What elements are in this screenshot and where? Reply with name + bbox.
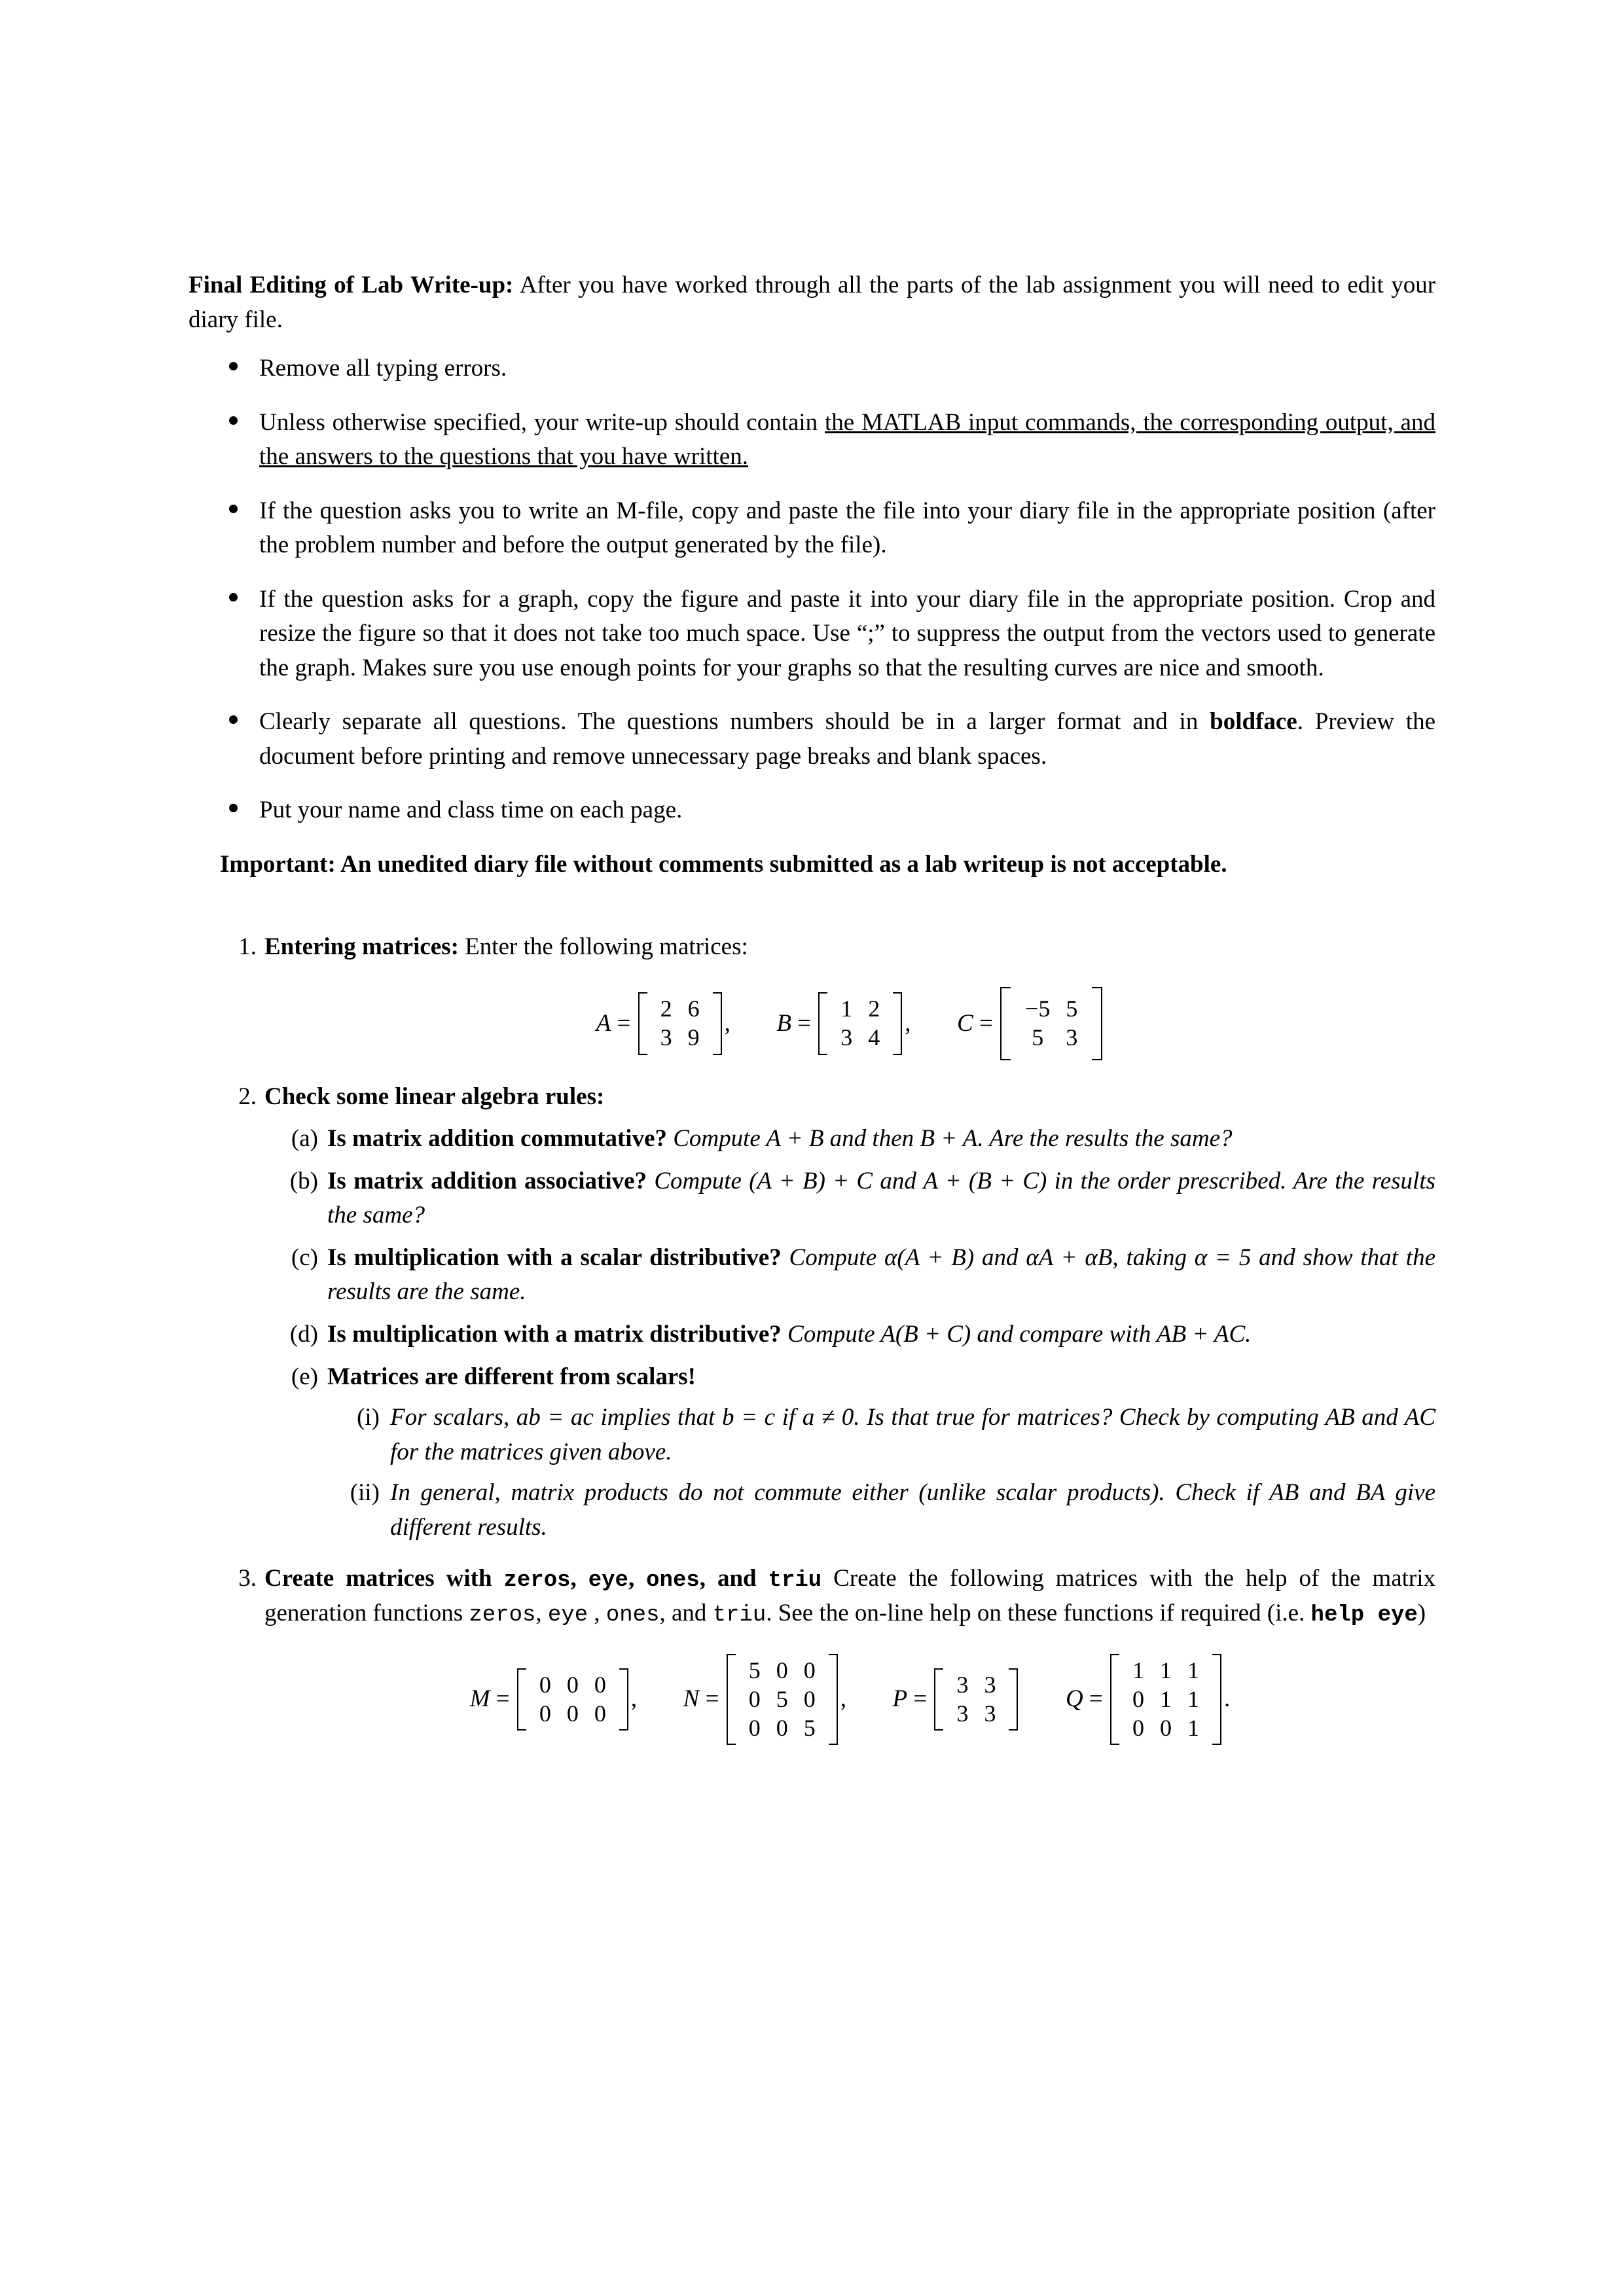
subitem-title: Is multiplication with a matrix distributive? <box>327 1320 782 1348</box>
cell: 0 <box>748 1714 761 1741</box>
fn-triu: triu <box>712 1603 767 1628</box>
subitem-d-matrix-distributive <box>264 1318 1435 1352</box>
matrix-Q: Q = 1 1 1 0 1 1 0 0 1 . <box>1066 1654 1230 1746</box>
problem-number: 2. <box>238 1083 257 1110</box>
subitem-text: Compute (A + B) + C and A + (B + C) in the order prescribed. Are the results the same? <box>327 1167 1436 1229</box>
cell: 1 <box>1132 1657 1145 1683</box>
problem-2-linear-algebra-rules <box>189 1080 1435 1545</box>
editing-instructions-list <box>189 351 1435 828</box>
matrix-M: M = 0 0 0 0 0 0 , <box>470 1668 637 1731</box>
cell: 6 <box>687 995 700 1022</box>
cell: 5 <box>776 1685 788 1712</box>
problem-text: Enter the following matrices: <box>458 933 748 961</box>
problem-title-sep2: , <box>628 1565 647 1592</box>
important-note <box>189 848 1435 882</box>
bullet-dot-icon <box>229 804 238 812</box>
bullet-text-underlined: the MATLAB input commands, the corresponding output, and the answers to the questions that you have written. <box>259 408 1435 471</box>
matrix-C-label: C <box>957 1009 973 1037</box>
subitem-number: (b) <box>289 1167 318 1194</box>
help-eye-command: help eye <box>1310 1603 1418 1628</box>
problem-text-mid: . See the on-line help on these functions if required (i.e. <box>766 1600 1311 1627</box>
fn-zeros-title: zeros <box>503 1568 571 1594</box>
roman-text: For scalars, ab = ac implies that b = c if a ≠ 0. Is that true for matrices? Check by computing AB and AC for the matrices given above. <box>390 1404 1435 1465</box>
cell: 5 <box>803 1714 816 1741</box>
matrix-A-body <box>638 992 722 1055</box>
intro-paragraph <box>189 268 1435 337</box>
bullet-dot-icon <box>229 362 238 370</box>
subitem-text: Compute α(A + B) and αA + αB, taking α = 5 and show that the results are the same. <box>327 1244 1435 1306</box>
roman-number: (i) <box>357 1404 380 1431</box>
fn-zeros: zeros <box>469 1603 536 1628</box>
cell: 3 <box>956 1700 969 1727</box>
subitem-a-addition-commutative <box>264 1122 1435 1157</box>
important-note-text: Important: An unedited diary file without comments submitted as a lab writeup is not acceptable. <box>220 850 1227 878</box>
problem-title: Entering matrices: <box>264 933 459 961</box>
bullet-text-pre: Unless otherwise specified, your write-up should contain <box>259 408 825 436</box>
fn-ones: ones <box>605 1603 660 1628</box>
subitem-title: Is multiplication with a scalar distributive? <box>327 1244 782 1271</box>
matrix-M-label: M <box>469 1685 490 1713</box>
cell: 0 <box>566 1700 579 1727</box>
cell: 3 <box>660 1024 672 1050</box>
fn-triu-title: triu <box>768 1568 822 1594</box>
problem-1-entering-matrices <box>189 930 1435 1060</box>
roman-text: In general, matrix products do not commute either (unlike scalar products). Check if AB and BA give different results. <box>390 1479 1435 1541</box>
bullet-text-bold: boldface <box>1210 708 1297 736</box>
matrix-P: P = 3 3 3 3 <box>892 1668 1019 1731</box>
problem-number: 3. <box>238 1565 257 1592</box>
cell: 0 <box>776 1657 788 1683</box>
cell: 0 <box>776 1714 788 1741</box>
bullet-text-pre: Clearly separate all questions. The questions numbers should be in a larger format and in <box>259 708 1210 736</box>
matrix-C: C = −5 5 5 3 <box>957 987 1104 1060</box>
subitem-e-romanlist <box>327 1401 1435 1545</box>
subitem-title: Is matrix addition commutative? <box>327 1125 667 1153</box>
cell: 0 <box>1160 1714 1172 1741</box>
matrix-A: A = 2 6 3 9 , <box>596 992 731 1055</box>
matrix-P-label: P <box>892 1685 908 1713</box>
intro-text: After you have worked through all the parts of the lab assignment you will need to edit your diary file. <box>189 272 1436 333</box>
roman-ii-commute-check <box>327 1476 1435 1545</box>
cell: 0 <box>1132 1714 1145 1741</box>
fn-eye: eye <box>547 1603 588 1628</box>
problem-3-create-matrices: 3. Create matrices with zeros, eye, ones, and triu Create the following matrices with the help of the matrix generation functions zeros, eye , ones, and triu. See the on-line help on these functions if required (i.e. help eye) M = 0 0 0 0 0 0 , N = 5 0 0 0 5 0 0 0 5 , P = 3 3 3 3 Q = 1 1 1 0 1 1 0 0 1 . <box>189 1562 1435 1745</box>
matrix-A-label: A <box>596 1009 611 1037</box>
cell: 0 <box>566 1671 579 1698</box>
cell: 0 <box>748 1685 761 1712</box>
fn-eye-title: eye <box>588 1568 628 1594</box>
problem-title-part1: Create matrices with <box>264 1565 504 1592</box>
bullet-dot-icon <box>229 715 238 724</box>
problem-text-pre: Create the following matrices with the help of the matrix generation functions <box>264 1565 1435 1627</box>
problem-2-subitems <box>264 1122 1435 1545</box>
cell: 0 <box>539 1700 551 1727</box>
cell: 0 <box>594 1671 606 1698</box>
bullet-text: If the question asks you to write an M-file, copy and paste the file into your diary file in the appropriate position (after the problem number and before the output generated by the file). <box>259 497 1435 559</box>
cell: 2 <box>660 995 672 1022</box>
cell: 3 <box>840 1024 853 1050</box>
matrix-P-body <box>934 1668 1018 1731</box>
intro-heading: Final Editing of Lab Write-up: <box>189 272 514 298</box>
bullet-dot-icon <box>229 593 238 601</box>
matrix-B: B = 1 2 3 4 , <box>776 992 911 1055</box>
matrix-N-label: N <box>683 1685 700 1713</box>
bullet-m-file-paste <box>189 494 1435 563</box>
matrix-M-body <box>517 1668 628 1731</box>
cell: 2 <box>868 995 880 1022</box>
cell: 0 <box>539 1671 551 1698</box>
cell: 1 <box>1187 1657 1200 1683</box>
matrix-Q-label: Q <box>1065 1685 1083 1713</box>
subitem-number: (d) <box>289 1320 318 1348</box>
cell: 5 <box>1066 995 1078 1022</box>
cell: 1 <box>1187 1714 1200 1741</box>
subitem-number: (e) <box>291 1363 318 1390</box>
matrix-N: N = 5 0 0 0 5 0 0 0 5 , <box>683 1654 846 1746</box>
cell: 0 <box>1132 1685 1145 1712</box>
problem-title-sep1: , <box>570 1565 588 1592</box>
cell: 3 <box>984 1671 996 1698</box>
cell: 9 <box>687 1024 700 1050</box>
subitem-number: (a) <box>291 1125 318 1153</box>
cell: 3 <box>1066 1024 1078 1050</box>
matrix-Q-body <box>1110 1654 1221 1746</box>
cell: 0 <box>803 1685 816 1712</box>
bullet-text-post: . Preview the document before printing and remove unnecessary page breaks and blank spaces. <box>259 708 1435 770</box>
matrix-definitions-mnpq <box>264 1654 1435 1746</box>
cell: 1 <box>1160 1685 1172 1712</box>
cell: −5 <box>1025 995 1051 1022</box>
bullet-writeup-contents <box>189 406 1435 475</box>
matrix-definitions-abc <box>264 987 1435 1060</box>
bullet-graph-paste <box>189 583 1435 686</box>
cell: 3 <box>956 1671 969 1698</box>
matrix-B-body <box>818 992 902 1055</box>
subitem-b-addition-associative <box>264 1164 1435 1233</box>
matrix-N-body <box>727 1654 838 1746</box>
problem-title-sep3: , and <box>699 1565 768 1592</box>
subitem-c-scalar-distributive <box>264 1241 1435 1310</box>
bullet-dot-icon <box>229 416 238 425</box>
problem-text-post: ) <box>1417 1600 1426 1627</box>
subitem-text: Compute A(B + C) and compare with AB + AC. <box>781 1320 1252 1348</box>
bullet-name-class-time <box>189 793 1435 828</box>
matrix-C-body <box>1000 987 1102 1060</box>
cell: 1 <box>1160 1657 1172 1683</box>
cell: 3 <box>984 1700 996 1727</box>
document-body <box>189 268 1435 1765</box>
matrix-B-label: B <box>776 1009 791 1037</box>
fn-ones-title: ones <box>646 1568 700 1594</box>
problem-list <box>189 930 1435 1745</box>
cell: 5 <box>1032 1024 1044 1050</box>
bullet-remove-typing-errors <box>189 351 1435 386</box>
subitem-e-matrices-vs-scalars <box>264 1360 1435 1545</box>
subitem-number: (c) <box>291 1244 318 1271</box>
bullet-dot-icon <box>229 505 238 513</box>
bullet-text: If the question asks for a graph, copy the figure and paste it into your diary file in the appropriate position. Crop and resize the figure so that it does not take too much space. Use “;” to suppress the output from the vectors used to generate the graph. Makes sure you use enough points for your graphs so that the resulting curves are nice and smooth. <box>259 585 1435 681</box>
cell: 5 <box>748 1657 761 1683</box>
cell: 1 <box>840 995 853 1022</box>
bullet-text: Remove all typing errors. <box>259 355 507 382</box>
bullet-separate-questions <box>189 705 1435 774</box>
subitem-text: Compute A + B and then B + A. Are the results the same? <box>667 1125 1233 1153</box>
cell: 0 <box>594 1700 606 1727</box>
problem-title: Check some linear algebra rules: <box>264 1083 605 1110</box>
bullet-text: Put your name and class time on each page. <box>259 797 683 824</box>
roman-i-cancellation-law <box>327 1401 1435 1469</box>
subitem-title: Is matrix addition associative? <box>327 1167 647 1194</box>
cell: 4 <box>868 1024 880 1050</box>
cell: 0 <box>803 1657 816 1683</box>
roman-number: (ii) <box>350 1479 380 1507</box>
subitem-title: Matrices are different from scalars! <box>327 1363 696 1390</box>
cell: 1 <box>1187 1685 1200 1712</box>
problem-number: 1. <box>238 933 257 961</box>
